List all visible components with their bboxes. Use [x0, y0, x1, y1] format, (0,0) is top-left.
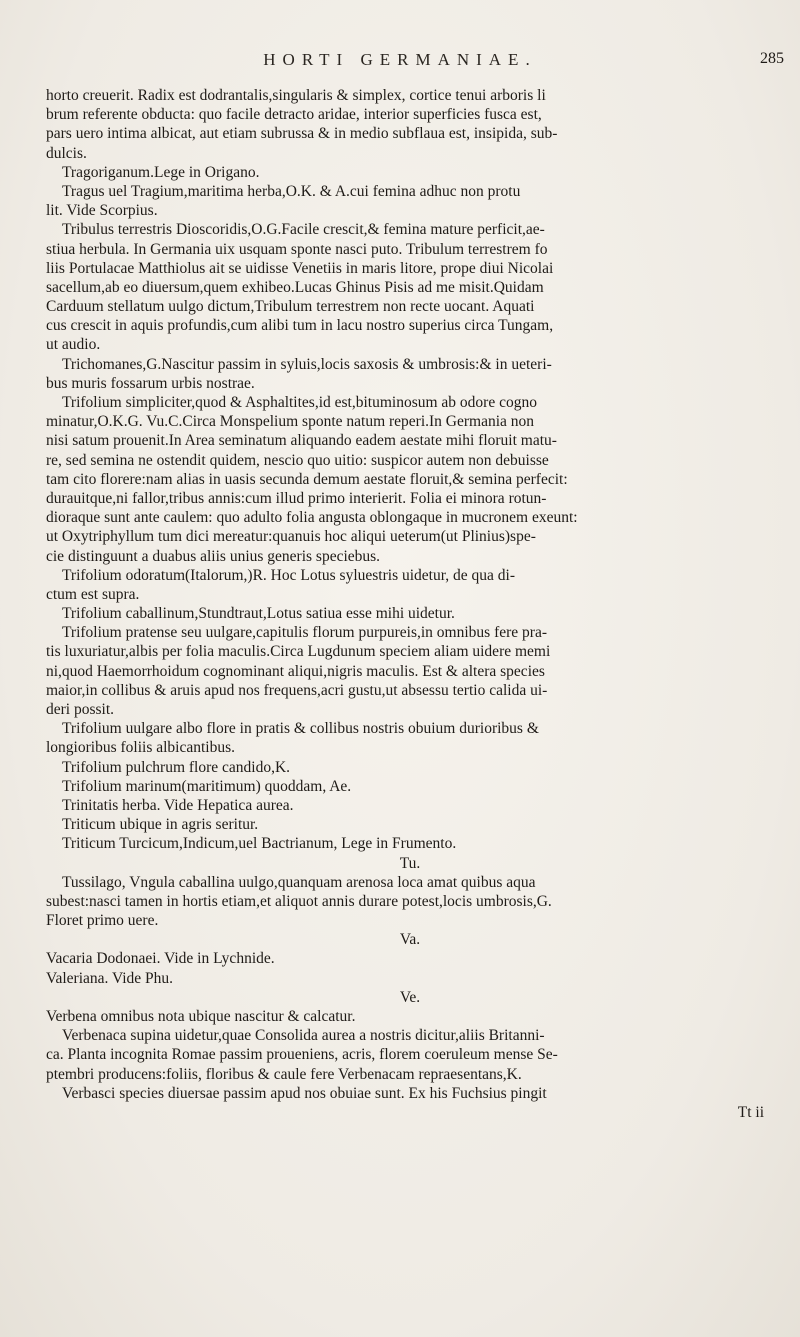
entry-line: Trifolium simpliciter,quod & Asphaltites,id est,bituminosum ab odore cogno — [62, 394, 537, 411]
entry-line: Trifolium pulchrum flore candido,K. — [62, 758, 291, 776]
text-line: minatur,O.K.G. Vu.C.Circa Monspelium sponte natum reperi.In Germania non — [46, 413, 535, 431]
text-line: tam cito florere:nam alias in uasis secunda demum aestate floruit,& semina perfecit: — [46, 470, 568, 488]
section-heading: Ve. — [399, 988, 421, 1006]
section-heading: Va. — [399, 931, 421, 949]
text-line: stiua herbula. In Germania uix usquam sponte nasci puto. Tribulum terrestrem fo — [46, 240, 548, 258]
text-line: lit. Vide Scorpius. — [46, 202, 158, 220]
text-line: ut Oxytriphyllum tum dici mereatur:quanuis hoc aliqui ueterum(ut Plinius)spe- — [46, 528, 536, 546]
text-line: subest:nasci tamen in hortis etiam,et aliquot annis durare potest,locis umbrosis,G. — [46, 892, 552, 910]
text-line: cie distinguunt a duabus aliis unius generis speciebus. — [46, 547, 381, 565]
entry-line: Triticum Turcicum,Indicum,uel Bactrianum, Lege in Frumento. — [62, 835, 457, 853]
text-line: ptembri producens:foliis, floribus & caule fere Verbenacam repraesentans,K. — [46, 1065, 522, 1083]
text-line: horto creuerit. Radix est dodrantalis,singularis & simplex, cortice tenui arboris li — [46, 87, 546, 104]
entry-line: Verbenaca supina uidetur,quae Consolida aurea a nostris dicitur,aliis Britanni- — [62, 1027, 545, 1045]
entry-line: Trifolium uulgare albo flore in pratis & collibus nostris obuium durioribus & — [62, 720, 539, 738]
text-line: ni,quod Haemorrhoidum cognominant aliqui,nigris maculis. Est & altera species — [46, 662, 545, 680]
text-line: ca. Planta incognita Romae passim proueniens, acris, florem coeruleum mense Se- — [46, 1046, 558, 1064]
entry-line: Tribulus terrestris Dioscoridis,O.G.Facile crescit,& femina mature perficit,ae- — [62, 221, 545, 239]
text-line: ut audio. — [46, 336, 101, 354]
text-line: liis Portulacae Matthiolus ait se uidisse Venetiis in maris litore, prope diui Nicolai — [46, 259, 554, 277]
entry-line: Trifolium odoratum(Italorum,)R. Hoc Lotus syluestris uidetur, de qua di- — [62, 566, 515, 584]
text-line: bus muris fossarum urbis nostrae. — [46, 374, 255, 392]
text-line: nisi satum prouenit.In Area seminatum aliquando eadem aestate mihi floruit matu- — [46, 432, 557, 450]
section-heading: Tu. — [399, 854, 421, 872]
text-line: dioraque sunt ante caulem: quo adulto folia angusta oblongaque in mucronem exeunt: — [46, 509, 578, 527]
entry-line: Tragoriganum.Lege in Origano. — [62, 163, 260, 181]
entry-line: Tragus uel Tragium,maritima herba,O.K. & A.cui femina adhuc non protu — [62, 182, 521, 200]
page-number: 285 — [760, 50, 784, 67]
text-line: pars uero intima albicat, aut etiam subrussa & in medio subflaua est, insipida, sub- — [46, 125, 558, 143]
entry-line: Trifolium caballinum,Stundtraut,Lotus satiua esse mihi uidetur. — [62, 605, 455, 623]
text-line: cus crescit in aquis profundis,cum alibi tum in lacu nostro superius circa Tungam, — [46, 317, 554, 335]
text-line: durauitque,ni fallor,tribus annis:cum illud primo interierit. Folia ei minora rotun- — [46, 489, 547, 507]
text-line: longioribus foliis albicantibus. — [46, 739, 235, 757]
text-line: Carduum stellatum uulgo dictum,Tribulum terrestrem non recte uocant. Aquati — [46, 298, 535, 316]
text-line: ctum est supra. — [46, 585, 140, 603]
text-line: tis luxuriatur,albis per folia maculis.Circa Lugdunum speciem aliam uidere memi — [46, 643, 551, 661]
catchword: Tt ii — [737, 1103, 764, 1121]
running-title: HORTI GERMANIAE. — [263, 50, 537, 69]
entry-line: Trifolium pratense seu uulgare,capitulis florum purpureis,in omnibus fere pra- — [62, 624, 547, 642]
page-header — [0, 44, 800, 84]
text-line: dulcis. — [46, 144, 87, 162]
text-line: maior,in collibus & aruis apud nos frequens,acri gustu,ut absessu tertio calida ui- — [46, 681, 548, 699]
entry-line: Vacaria Dodonaei. Vide in Lychnide. — [46, 950, 275, 968]
entry-line: Tussilago, Vngula caballina uulgo,quanquam arenosa loca amat quibus aqua — [62, 873, 536, 891]
text-column — [46, 86, 774, 1122]
catchword-line — [46, 1103, 774, 1122]
text-line: brum referente obducta: quo facile detracto aridae, interior superficies fusca est, — [46, 106, 542, 124]
entry-line: Valeriana. Vide Phu. — [46, 969, 174, 987]
entry-line: Triticum ubique in agris seritur. — [62, 816, 259, 834]
entry-line: Trichomanes,G.Nascitur passim in syluis,locis saxosis & umbrosis:& in ueteri- — [62, 355, 552, 373]
entry-line: Verbasci species diuersae passim apud nos obuiae sunt. Ex his Fuchsius pingit — [62, 1084, 547, 1102]
entry-line: Trinitatis herba. Vide Hepatica aurea. — [62, 796, 294, 814]
text-line: re, sed semina ne ostendit quidem, nescio quo uitio: suspicor autem non debuisse — [46, 451, 549, 469]
text-line: deri possit. — [46, 701, 115, 718]
entry-line: Trifolium marinum(maritimum) quoddam, Ae. — [62, 777, 352, 795]
entry-line: Verbena omnibus nota ubique nascitur & calcatur. — [46, 1008, 356, 1025]
text-line: Floret primo uere. — [46, 912, 159, 930]
text-line: sacellum,ab eo diuersum,quem exhibeo.Lucas Ghinus Pisis ad me misit.Quidam — [46, 278, 544, 296]
